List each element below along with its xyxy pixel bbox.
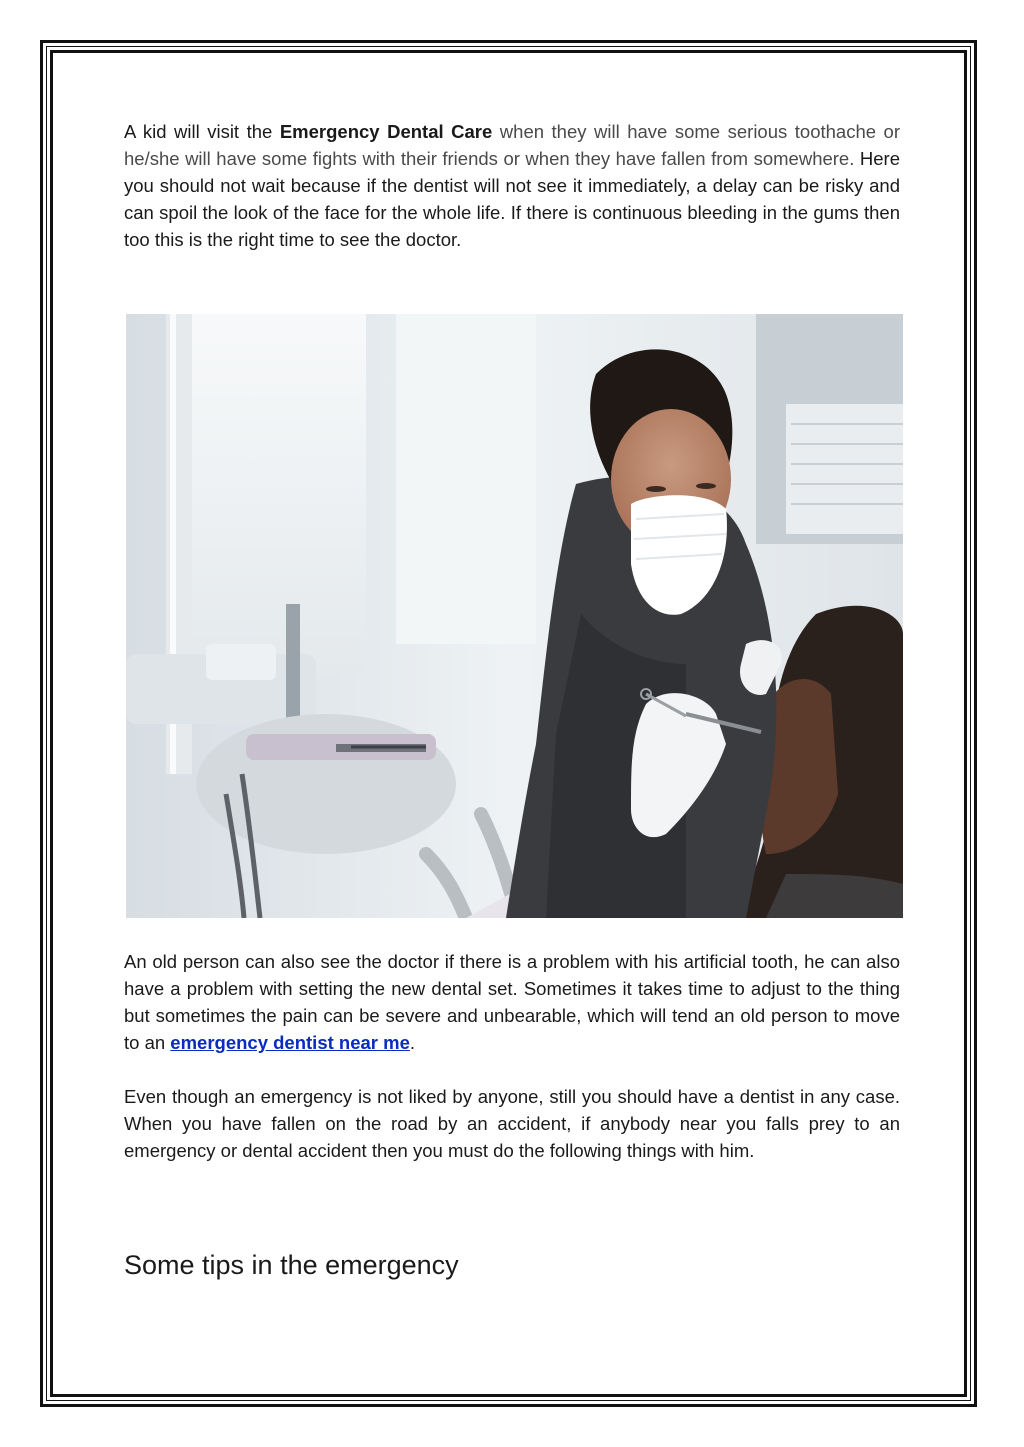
- dentist-photo-illustration: [126, 314, 903, 918]
- intro-text-grey: when they will have some serious toothache or he/she will have some fights with their friends or when they have fallen from somewhere.: [124, 121, 900, 169]
- intro-text-end: Here you should not wait because if the dentist will not see it immediately, a delay can be risky and can spoil the look of the face for the whole life. If there is continuous bleeding in the gums then too this is the right time to see the doctor.: [124, 148, 900, 250]
- old-person-paragraph: [124, 948, 900, 1056]
- old-person-text: An old person can also see the doctor if there is a problem with his artificial tooth, he can also have a problem with setting the new dental set. Sometimes it takes time to adjust to the thing but sometimes the pain can be severe and unbearable, which will tend an old person to move to an: [124, 951, 900, 1053]
- emergency-dental-care-bold: Emergency Dental Care: [279, 121, 493, 142]
- emergency-dentist-near-me-link[interactable]: emergency dentist near me: [170, 1032, 410, 1053]
- intro-paragraph: [124, 118, 900, 253]
- emergency-paragraph: [124, 1083, 900, 1164]
- dentist-photo: [126, 314, 903, 918]
- emergency-text: Even though an emergency is not liked by anyone, still you should have a dentist in any case. When you have fallen on the road by an accident, if anybody near you falls prey to an emergency or dental accident then you must do the following things with him.: [124, 1086, 900, 1161]
- old-person-text-end: .: [409, 1032, 416, 1053]
- tips-heading: Some tips in the emergency: [124, 1250, 459, 1280]
- intro-section: [124, 118, 900, 253]
- intro-text-start: A kid will visit the: [124, 121, 280, 142]
